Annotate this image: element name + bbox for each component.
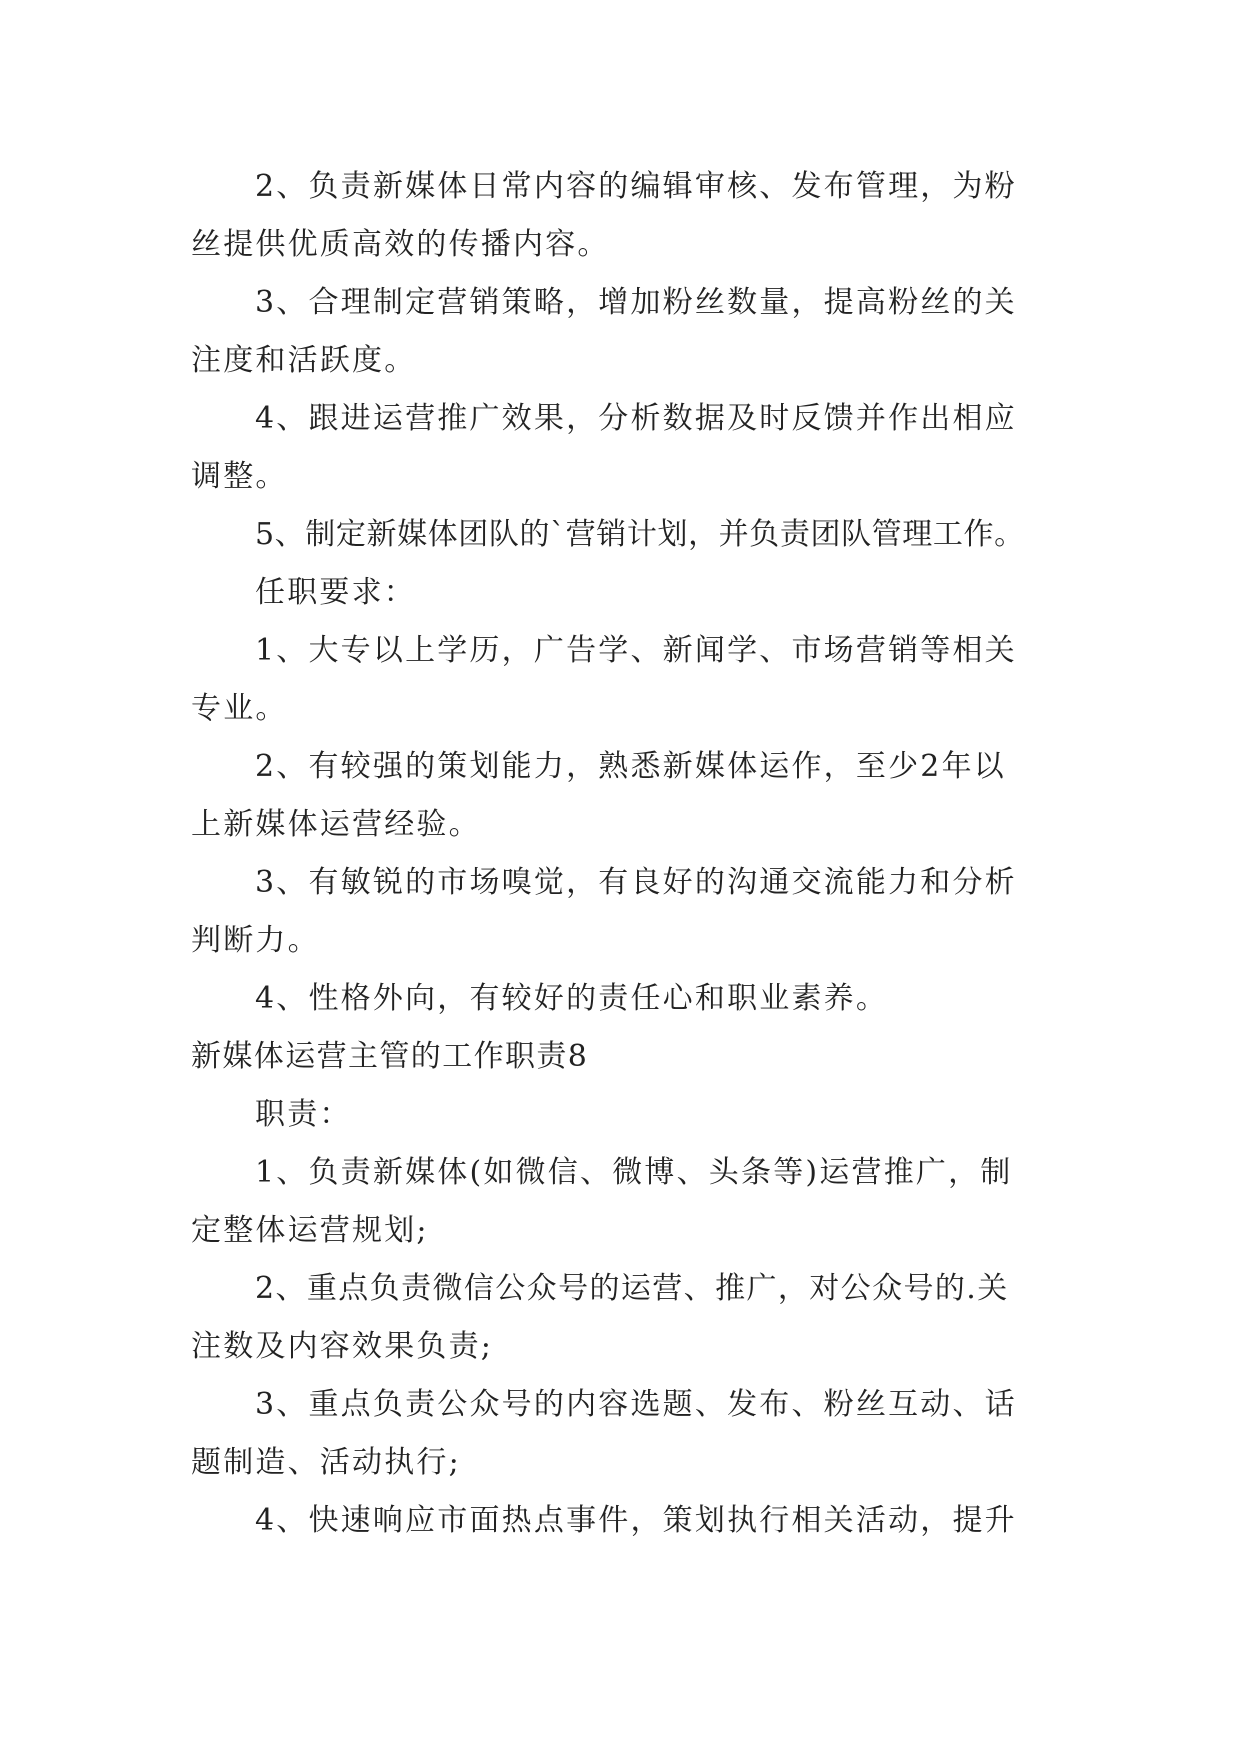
body-line: 定整体运营规划; xyxy=(191,1213,429,1248)
body-line: 判断力。 xyxy=(191,923,320,958)
body-line: 4、跟进运营推广效果，分析数据及时反馈并作出相应 xyxy=(255,401,1017,436)
body-line: 3、合理制定营销策略，增加粉丝数量，提高粉丝的关 xyxy=(255,285,1017,320)
body-line: 1、负责新媒体(如微信、微博、头条等)运营推广，制 xyxy=(255,1155,1013,1190)
section-label: 任职要求： xyxy=(255,575,416,610)
body-line: 3、有敏锐的市场嗅觉，有良好的沟通交流能力和分析 xyxy=(255,865,1017,900)
body-line: 注度和活跃度。 xyxy=(191,343,417,378)
body-line: 题制造、活动执行; xyxy=(191,1445,461,1480)
section-heading: 新媒体运营主管的工作职责8 xyxy=(191,1039,589,1074)
document-body xyxy=(191,158,1051,1550)
body-line: 注数及内容效果负责; xyxy=(191,1329,494,1364)
body-line: 2、重点负责微信公众号的运营、推广，对公众号的.关 xyxy=(255,1271,1009,1306)
body-line: 2、有较强的策划能力，熟悉新媒体运作，至少2年以 xyxy=(255,749,1006,784)
body-line: 5、制定新媒体团队的`营销计划，并负责团队管理工作。 xyxy=(255,517,1025,552)
body-line: 丝提供优质高效的传播内容。 xyxy=(191,227,610,262)
body-line: 专业。 xyxy=(191,691,288,726)
body-line: 1、大专以上学历，广告学、新闻学、市场营销等相关 xyxy=(255,633,1017,668)
body-line: 上新媒体运营经验。 xyxy=(191,807,481,842)
body-line: 4、快速响应市面热点事件，策划执行相关活动，提升 xyxy=(255,1503,1017,1538)
section-label: 职责： xyxy=(255,1097,352,1132)
body-line: 4、性格外向，有较好的责任心和职业素养。 xyxy=(255,981,889,1016)
body-line: 调整。 xyxy=(191,459,288,494)
body-line: 3、重点负责公众号的内容选题、发布、粉丝互动、话 xyxy=(255,1387,1017,1422)
body-line: 2、负责新媒体日常内容的编辑审核、发布管理，为粉 xyxy=(255,169,1017,204)
